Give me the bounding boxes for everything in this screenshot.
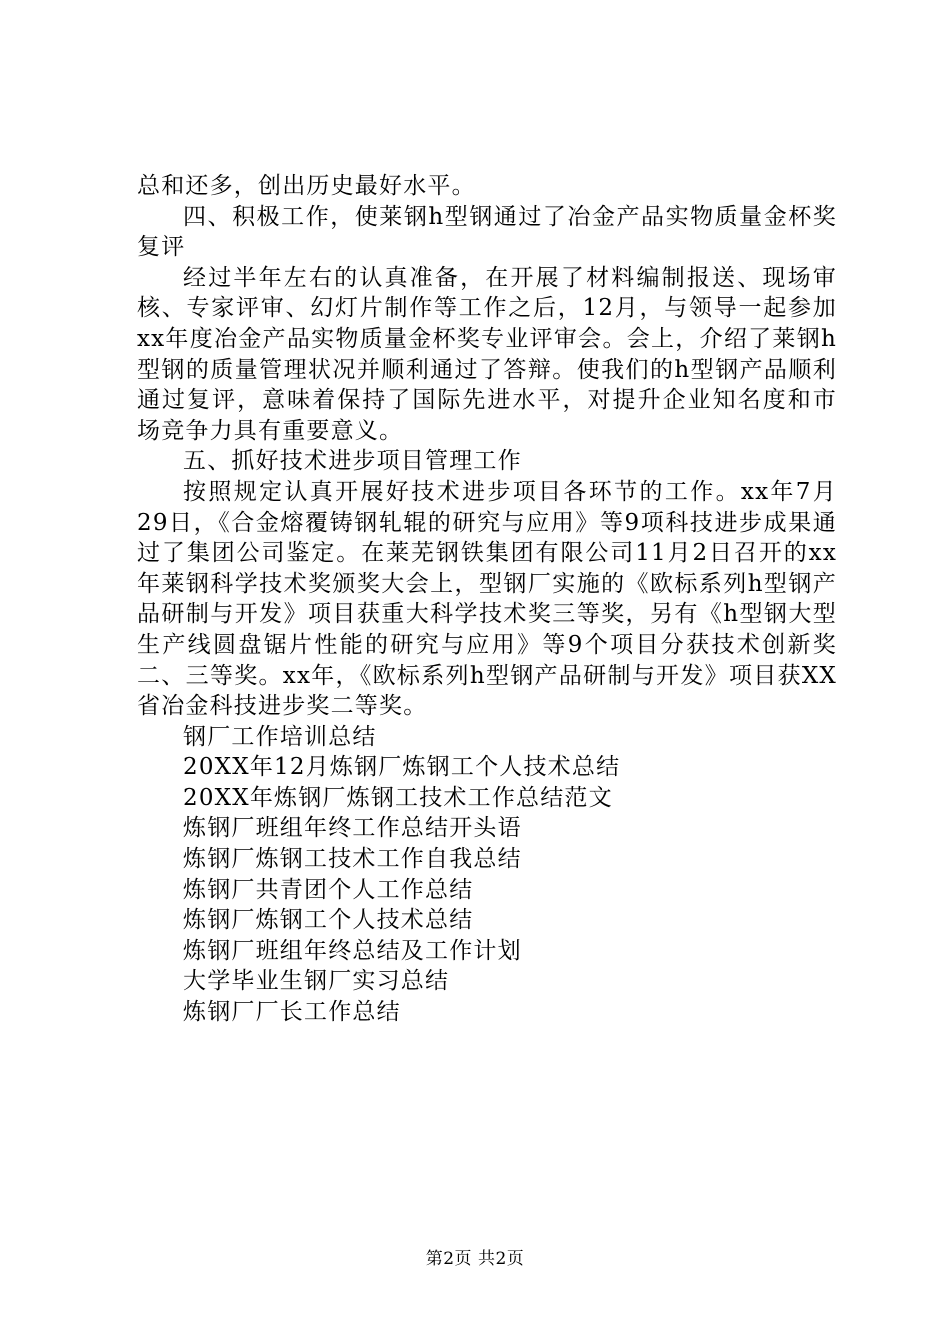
related-title-item[interactable]: 炼钢厂班组年终总结及工作计划 — [183, 937, 522, 964]
section-heading-five: 五、抓好技术进步项目管理工作 — [183, 448, 522, 475]
related-title-item[interactable]: 20XX年12月炼钢厂炼钢工个人技术总结 — [183, 754, 621, 781]
section-heading-four: 四、积极工作，使莱钢h型钢通过了冶金产品实物质量金杯奖复评 — [137, 203, 837, 261]
paragraph-tech-progress: 按照规定认真开展好技术进步项目各环节的工作。xx年7月29日，《合金熔覆铸钢轧辊的研究与应用》等9项科技进步成果通过了集团公司鉴定。在莱芜钢铁集团有限公司11月2日召开的xx年莱钢科学技术奖颁奖大会上，型钢厂实施的《欧标系列h型钢产品研制与开发》项目获重大科学技术奖三等奖，另有《h型钢大型生产线圆盘锯片性能的研究与应用》等9个项目分获技术创新奖二、三等奖。xx年，《欧标系列h型钢产品研制与开发》项目获XX省冶金科技进步奖二等奖。 — [137, 478, 837, 720]
page-number-footer: 第2页 共2页 — [425, 1249, 525, 1269]
related-title-item[interactable]: 炼钢厂班组年终工作总结开头语 — [183, 815, 522, 842]
paragraph-continuation: 总和还多，创出历史最好水平。 — [137, 173, 476, 199]
related-title-item[interactable]: 钢厂工作培训总结 — [183, 723, 377, 750]
related-title-item[interactable]: 炼钢厂炼钢工个人技术总结 — [183, 907, 474, 934]
paragraph-gold-cup-review: 经过半年左右的认真准备，在开展了材料编制报送、现场审核、专家评审、幻灯片制作等工作之后，12月，与领导一起参加xx年度冶金产品实物质量金杯奖专业评审会。会上，介绍了莱钢h型钢的质量管理状况并顺利通过了答辩。使我们的h型钢产品顺利通过复评，意味着保持了国际先进水平，对提升企业知名度和市场竞争力具有重要意义。 — [137, 264, 837, 444]
document-body — [137, 171, 837, 1028]
related-titles-list — [137, 722, 837, 1028]
related-title-item[interactable]: 炼钢厂炼钢工技术工作自我总结 — [183, 846, 522, 873]
related-title-item[interactable]: 炼钢厂厂长工作总结 — [183, 999, 401, 1026]
related-title-item[interactable]: 20XX年炼钢厂炼钢工技术工作总结范文 — [183, 784, 613, 811]
related-title-item[interactable]: 炼钢厂共青团个人工作总结 — [183, 876, 474, 903]
related-title-item[interactable]: 大学毕业生钢厂实习总结 — [183, 968, 450, 995]
